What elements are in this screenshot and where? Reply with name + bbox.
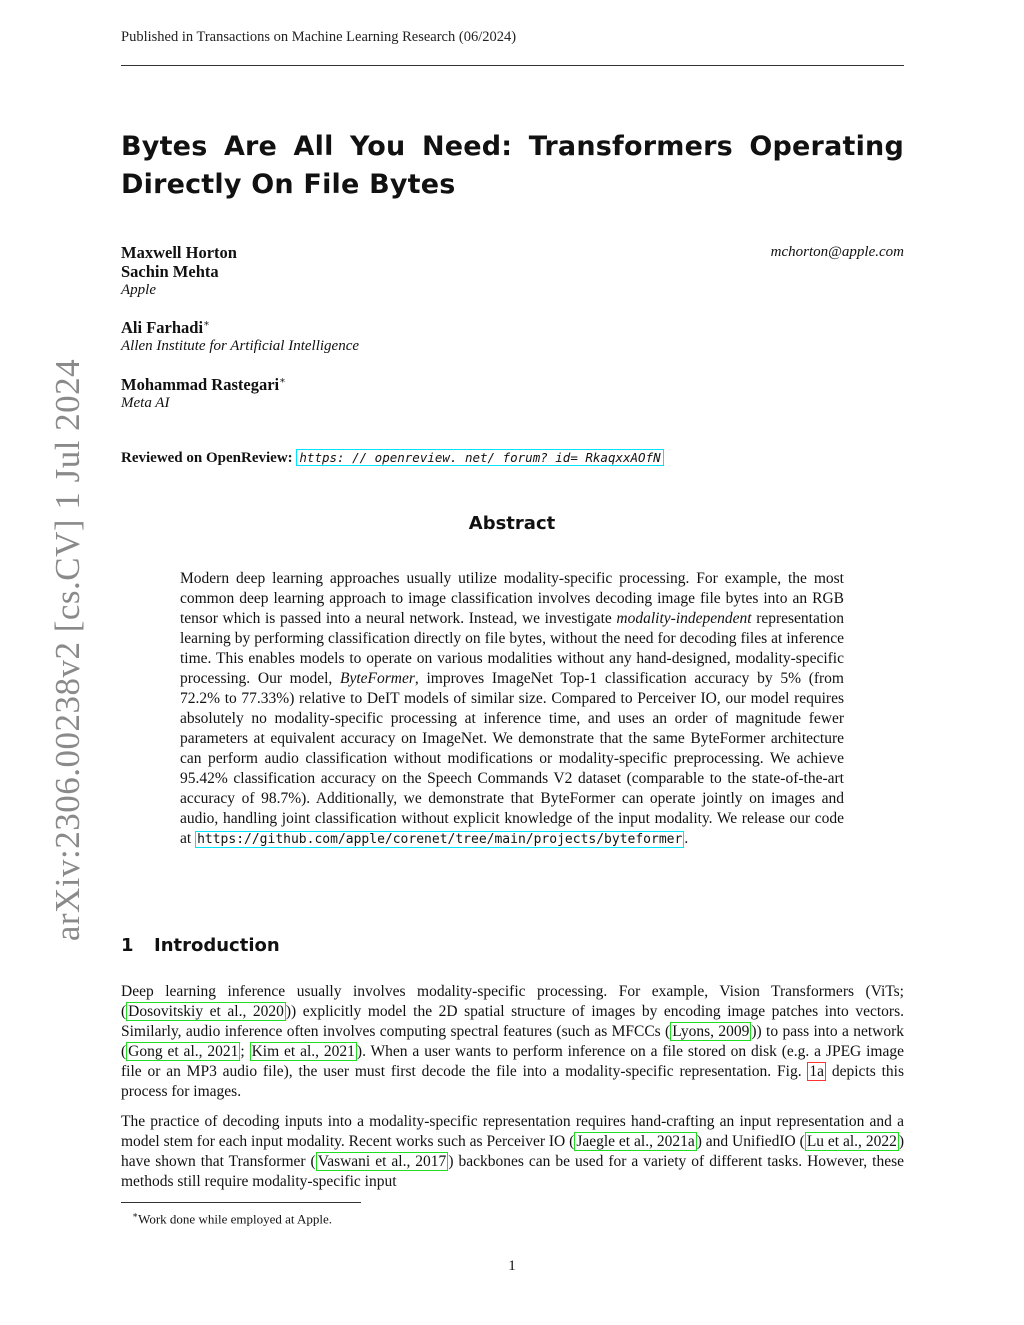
author-name: Maxwell Horton bbox=[121, 243, 237, 262]
citation-link[interactable]: Gong et al., 2021 bbox=[128, 1043, 239, 1060]
page-number: 1 bbox=[508, 1258, 516, 1274]
review-label: Reviewed on OpenReview: bbox=[121, 450, 293, 466]
intro-paragraph: The practice of decoding inputs into a modality-specific representation requires hand-crafting an input representation and a model stem for each input modality. Recent works such as Perceiver IO ( Jaegle et al., 2021a ) and UnifiedIO ( Lu et al., 2022 ) have shown that Transformer ( Vaswani et al., 2017 ) backbones can be used for a variety of different tasks. However, these methods still require modality-specific input bbox=[121, 1113, 905, 1190]
citation-link[interactable]: Vaswani et al., 2017 bbox=[317, 1153, 447, 1170]
citation-link[interactable]: Dosovitskiy et al., 2020 bbox=[128, 1003, 284, 1020]
paper-title: Bytes Are All You Need: Transformers Operating Directly On File Bytes bbox=[121, 131, 904, 200]
author-name: Ali Farhadi∗ bbox=[121, 318, 210, 337]
abstract-heading: Abstract bbox=[468, 513, 556, 534]
citation-link[interactable]: Kim et al., 2021 bbox=[251, 1043, 355, 1060]
running-header: Published in Transactions on Machine Learning Research (06/2024) bbox=[121, 29, 517, 45]
intro-paragraph: Deep learning inference usually involves modality-specific processing. For example, Vision Transformers (ViTs; ( Dosovitskiy et al., 2020 )) explicitly model the 2D spatial structure of images by encoding image patches into vectors. Similarly, audio inference often involves computing spectral features (such as MFCCs ( Lyons, 2009 )) to pass into a network ( Gong et al., 2021 ; Kim et al., 2021 ). When a user wants to perform inference on a file stored on disk (e.g. a JPEG image file or an MP3 audio file), the user must first decode the file into a modality-specific representation. Fig. 1a depicts this process for images. bbox=[121, 983, 905, 1100]
header-rule bbox=[121, 65, 904, 66]
citation-link[interactable]: Lu et al., 2022 bbox=[806, 1133, 897, 1150]
author-affiliation: Meta AI bbox=[121, 395, 170, 411]
author-email[interactable]: mchorton@apple.com bbox=[770, 244, 904, 260]
openreview-link[interactable]: https: // openreview. net/ forum? id= RkaqxxAOfN bbox=[296, 449, 663, 466]
author-name: Mohammad Rastegari∗ bbox=[121, 375, 286, 394]
arxiv-identifier: arXiv:2306.00238v2 [cs.CV] 1 Jul 2024 bbox=[48, 358, 87, 942]
review-line bbox=[121, 450, 664, 467]
author-name: Sachin Mehta bbox=[121, 262, 219, 281]
footnote-rule bbox=[121, 1202, 361, 1203]
citation-link[interactable]: Lyons, 2009 bbox=[672, 1023, 750, 1040]
abstract-body: Modern deep learning approaches usually utilize modality-specific processing. For example, the most common deep learning approach to image classification involves decoding image file bytes into an RGB tensor which is passed into a neural network. Instead, we investigate modality-independent representation learning by performing classification directly on file bytes, without the need for decoding files at inference time. This enables models to operate on various modalities without any hand-designed, modality-specific processing. Our model, ByteFormer, improves ImageNet Top-1 classification accuracy by 5% (from 72.2% to 77.33%) relative to DeIT models of similar size. Compared to Perceiver IO, our model requires absolutely no modality-specific processing at inference time, and uses an order of magnitude fewer parameters at equivalent accuracy on ImageNet. We demonstrate that the same ByteFormer architecture can perform audio classification without modifications or modality-specific preprocessing. We achieve 95.42% classification accuracy on the Speech Commands V2 dataset (comparable to the state-of-the-art accuracy of 98.7%). Additionally, we demonstrate that ByteFormer can operate jointly on images and audio, handling joint classification without explicit knowledge of the input modality. We release our code at https://github.com/apple/corenet/tree/main/projects/byteformer . bbox=[180, 570, 844, 847]
figure-link[interactable]: 1a bbox=[809, 1063, 825, 1080]
footnote: ∗Work done while employed at Apple. bbox=[132, 1210, 333, 1227]
section-heading: 1 Introduction bbox=[121, 935, 280, 956]
citation-link[interactable]: Jaegle et al., 2021a bbox=[576, 1133, 695, 1150]
author-affiliation: Apple bbox=[121, 282, 156, 298]
author-affiliation: Allen Institute for Artificial Intelligence bbox=[121, 338, 360, 354]
code-link[interactable]: https://github.com/apple/corenet/tree/main/projects/byteformer bbox=[197, 832, 683, 847]
